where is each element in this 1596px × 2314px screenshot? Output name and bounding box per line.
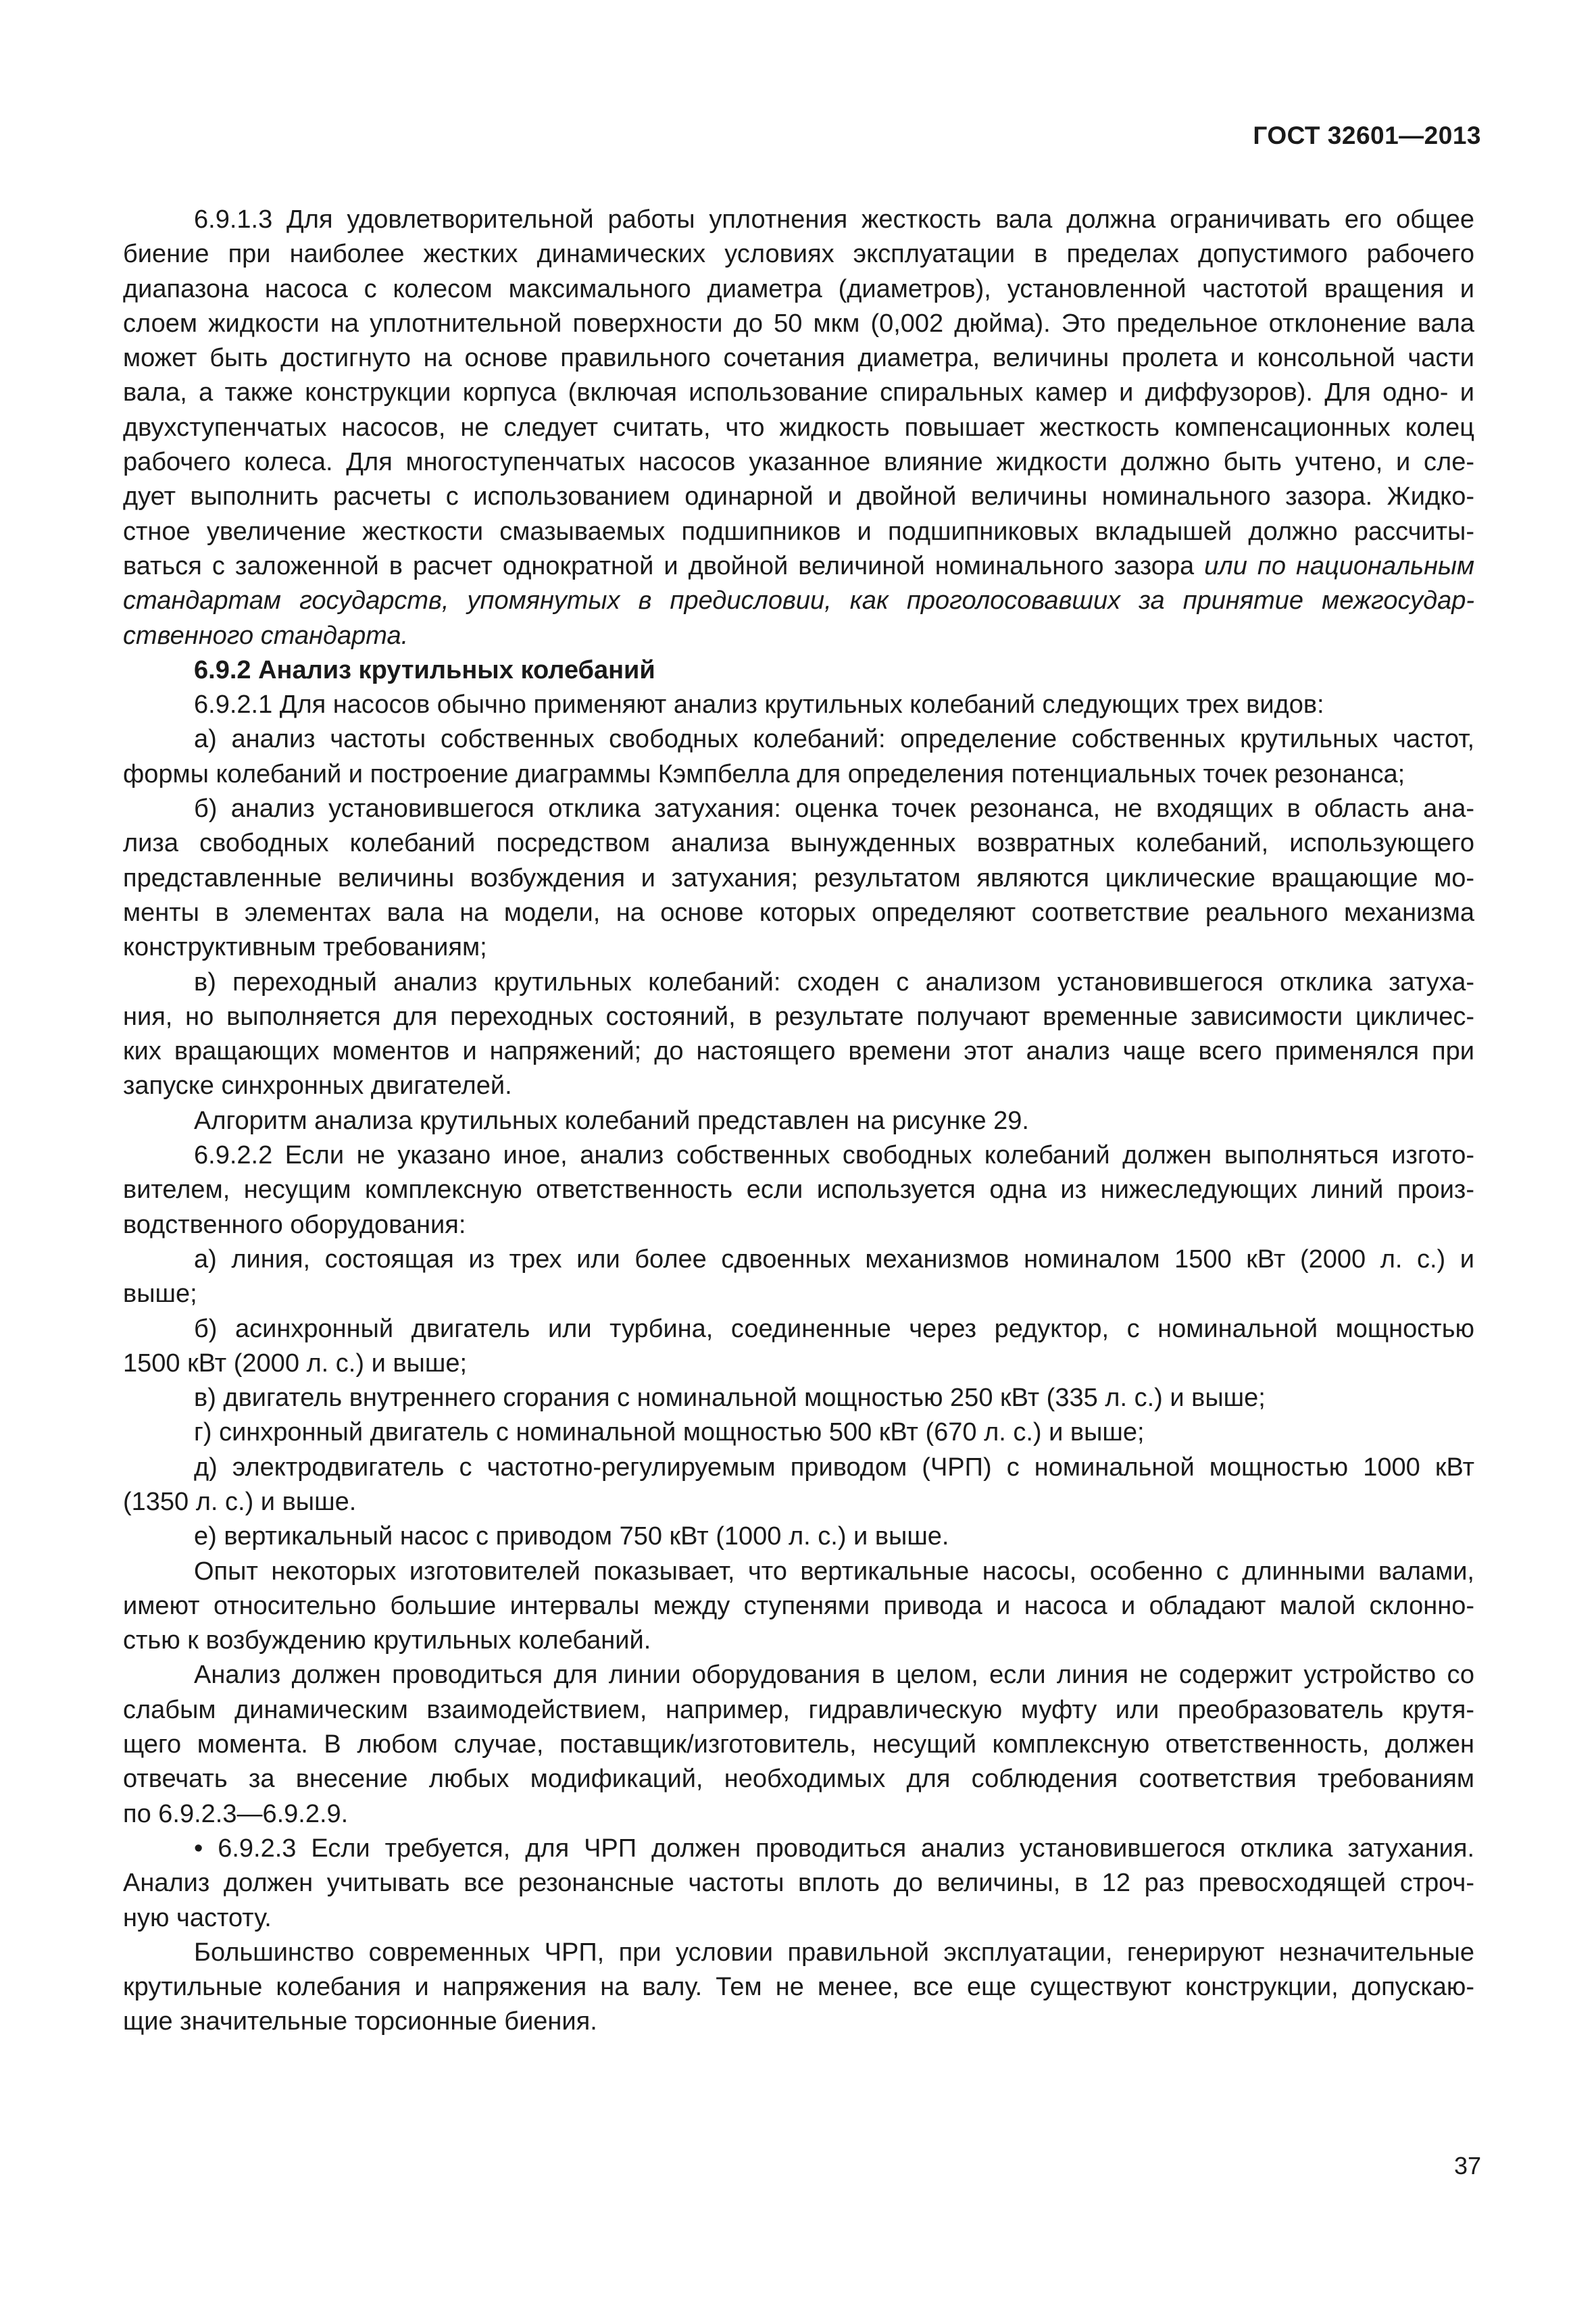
text-line	[123, 237, 1474, 272]
text-line-content: рабочего колеса. Для многоступенчатых насосов указанное влияние жидкости должно быть учтено, и сле-	[123, 448, 1474, 477]
text-line-content: Анализ должен проводиться для линии оборудования в целом, если линия не содержит устройство со	[194, 1661, 1474, 1690]
text-line-content: 6.9.2.2 Если не указано иное, анализ собственных свободных колебаний должен выполняться изгото-	[194, 1141, 1474, 1170]
text-line	[123, 1242, 1474, 1277]
text-line-content: 6.9.2.1 Для насосов обычно применяют анализ крутильных колебаний следующих трех видов:	[194, 690, 1324, 720]
text-line-content: (1350 л. с.) и выше.	[123, 1487, 357, 1516]
text-line-content: слабым динамическим взаимодействием, например, гидравлическую муфту или преобразователь крутя-	[123, 1695, 1474, 1724]
section-heading	[123, 653, 1474, 688]
text-line	[123, 1901, 1474, 1936]
text-line	[123, 688, 1474, 722]
text-line-content: двухступенчатых насосов, не следует считать, что жидкость повышает жесткость компенсационных колец	[123, 413, 1474, 442]
text-line-content: щие значительные торсионные биения.	[123, 2007, 597, 2036]
text-line	[123, 1866, 1474, 1901]
text-line-content: дует выполнить расчеты с использованием одинарной и двойной величины номинального зазора. Жидко-	[123, 482, 1474, 511]
text-line	[123, 619, 1474, 653]
text-line-content: г) синхронный двигатель с номинальной мощностью 500 кВт (670 л. с.) и выше;	[194, 1418, 1145, 1447]
text-line-content: стандартам государств, упомянутых в предисловии, как проголосовавших за принятие межгосудар-	[123, 586, 1474, 615]
text-line	[123, 826, 1474, 861]
text-line-content: б) анализ установившегося отклика затухания: оценка точек резонанса, не входящих в область ана-	[194, 795, 1474, 824]
text-line	[123, 1277, 1474, 1311]
text-line	[123, 1728, 1474, 1762]
text-line	[123, 1104, 1474, 1138]
text-line	[123, 203, 1474, 237]
text-line-content: лиза свободных колебаний посредством анализа вынужденных возвратных колебаний, использующего	[123, 829, 1474, 858]
text-line-content: е) вертикальный насос с приводом 750 кВт (1000 л. с.) и выше.	[194, 1522, 949, 1551]
text-line	[123, 1797, 1474, 1832]
text-line	[123, 1658, 1474, 1692]
text-line-content: вала, а также конструкции корпуса (включая использование спиральных камер и диффузоров). Для одно- и	[123, 378, 1474, 407]
text-line-content: в) переходный анализ крутильных колебаний: сходен с анализом установившегося отклика затуха-	[194, 967, 1474, 997]
text-line	[123, 307, 1474, 341]
italic-text: или по национальным	[1204, 551, 1474, 580]
text-line-content: ваться с заложенной в расчет однократной и двойной величиной номинального зазора	[123, 551, 1205, 580]
text-line-content: б) асинхронный двигатель или турбина, соединенные через редуктор, с номинальной мощностью	[194, 1314, 1474, 1343]
text-line	[123, 1589, 1474, 1624]
document-header-standard-id: ГОСТ 32601—2013	[1253, 122, 1481, 149]
text-line	[123, 1762, 1474, 1796]
text-line	[123, 1624, 1474, 1658]
text-line	[123, 896, 1474, 930]
text-line-content: щего момента. В любом случае, поставщик/изготовитель, несущий комплексную ответственность, должен	[123, 1730, 1474, 1759]
text-line	[123, 1381, 1474, 1415]
text-line	[123, 1693, 1474, 1728]
text-line-content: а) линия, состоящая из трех или более сдвоенных механизмов номиналом 1500 кВт (2000 л. с.) и	[194, 1244, 1474, 1274]
text-line-content: имеют относительно большие интервалы между ступенями привода и насоса и обладают малой склонно-	[123, 1591, 1474, 1620]
text-line-content: может быть достигнуто на основе правильного сочетания диаметра, величины пролета и консольной части	[123, 344, 1474, 373]
text-line-content: запуске синхронных двигателей.	[123, 1072, 512, 1101]
text-line-content: Анализ должен учитывать все резонансные частоты вплоть до величины, в 12 раз превосходящей строч-	[123, 1869, 1474, 1898]
text-line-content: стью к возбуждению крутильных колебаний.	[123, 1626, 651, 1655]
text-line-content: 6.9.2 Анализ крутильных колебаний	[194, 655, 655, 684]
text-line-content: а) анализ частоты собственных свободных колебаний: определение собственных крутильных частот,	[194, 725, 1474, 754]
text-line-content: ния, но выполняется для переходных состояний, в результате получают временные зависимости цикличес-	[123, 1002, 1474, 1031]
text-line	[123, 1208, 1474, 1242]
text-line	[123, 1312, 1474, 1347]
text-line	[123, 2005, 1474, 2039]
text-line-content: стное увеличение жесткости смазываемых подшипников и подшипниковых вкладышей должно рассчиты-	[123, 517, 1474, 546]
text-line-content: отвечать за внесение любых модификаций, необходимых для соблюдения соответствия требованиям	[123, 1765, 1474, 1794]
text-line	[123, 445, 1474, 480]
text-line	[123, 1936, 1474, 1970]
text-line	[123, 757, 1474, 792]
text-line-content: ную частоту.	[123, 1903, 272, 1932]
text-line-content: • 6.9.2.3 Если требуется, для ЧРП должен проводиться анализ установившегося отклика затухания.	[194, 1834, 1474, 1863]
text-line-content: представленные величины возбуждения и затухания; результатом являются циклические вращающие мо-	[123, 863, 1474, 892]
text-line-content: д) электродвигатель с частотно-регулируемым приводом (ЧРП) с номинальной мощностью 1000 кВт	[194, 1453, 1474, 1482]
text-line-content: выше;	[123, 1280, 197, 1309]
text-line	[123, 1485, 1474, 1519]
text-line	[123, 515, 1474, 549]
text-line-content: крутильные колебания и напряжения на валу. Тем не менее, все еще существуют конструкции, допускаю-	[123, 1973, 1474, 2002]
text-line	[123, 549, 1474, 584]
text-line-content: вителем, несущим комплексную ответственность если используется одна из нижеследующих линий произ-	[123, 1176, 1474, 1205]
text-line	[123, 861, 1474, 896]
text-line	[123, 411, 1474, 445]
text-line	[123, 376, 1474, 410]
text-line	[123, 584, 1474, 618]
text-line	[123, 792, 1474, 826]
text-line-content: биение при наиболее жестких динамических условиях эксплуатации в пределах допустимого рабочего	[123, 240, 1474, 269]
text-line	[123, 1451, 1474, 1485]
text-line-content: ственного стандарта.	[123, 621, 409, 650]
text-line-content: менты в элементах вала на модели, на основе которых определяют соответствие реального механизма	[123, 898, 1474, 927]
text-line	[123, 272, 1474, 307]
page-number: 37	[1453, 2152, 1481, 2180]
text-line-content: конструктивным требованиям;	[123, 933, 487, 962]
document-body	[123, 203, 1474, 2040]
text-line-content: Опыт некоторых изготовителей показывает, что вертикальные насосы, особенно с длинными валами,	[194, 1557, 1474, 1586]
text-line-content: слоем жидкости на уплотнительной поверхности до 50 мкм (0,002 дюйма). Это предельное отклонение вала	[123, 309, 1474, 338]
text-line	[123, 1069, 1474, 1103]
text-line	[123, 1034, 1474, 1069]
text-line	[123, 1000, 1474, 1034]
text-line	[123, 722, 1474, 757]
text-line	[123, 1970, 1474, 2005]
text-line-content: водственного оборудования:	[123, 1210, 466, 1239]
text-line	[123, 930, 1474, 965]
text-line-content: диапазона насоса с колесом максимального диаметра (диаметров), установленной частотой вращения и	[123, 274, 1474, 303]
text-line	[123, 1347, 1474, 1381]
text-line-content: 6.9.1.3 Для удовлетворительной работы уплотнения жесткость вала должна ограничивать его общее	[194, 205, 1474, 234]
text-line-content: ких вращающих моментов и напряжений; до настоящего времени этот анализ чаще всего применялся при	[123, 1037, 1474, 1066]
text-line	[123, 1415, 1474, 1450]
text-line-content: формы колебаний и построение диаграммы Кэмпбелла для определения потенциальных точек резонанса;	[123, 759, 1405, 788]
text-line	[123, 1173, 1474, 1207]
text-line	[123, 1832, 1474, 1866]
text-line	[123, 1138, 1474, 1173]
text-line-content: в) двигатель внутреннего сгорания с номинальной мощностью 250 кВт (335 л. с.) и выше;	[194, 1384, 1266, 1413]
text-line-content: по 6.9.2.3—6.9.2.9.	[123, 1799, 349, 1828]
text-line-content: Большинство современных ЧРП, при условии правильной эксплуатации, генерируют незначительные	[194, 1938, 1474, 1967]
text-line	[123, 480, 1474, 514]
text-line-content: Алгоритм анализа крутильных колебаний представлен на рисунке 29.	[194, 1106, 1029, 1135]
text-line	[123, 965, 1474, 1000]
text-line-content: 1500 кВт (2000 л. с.) и выше;	[123, 1349, 468, 1378]
text-line	[123, 341, 1474, 376]
text-line	[123, 1519, 1474, 1554]
text-line	[123, 1555, 1474, 1589]
